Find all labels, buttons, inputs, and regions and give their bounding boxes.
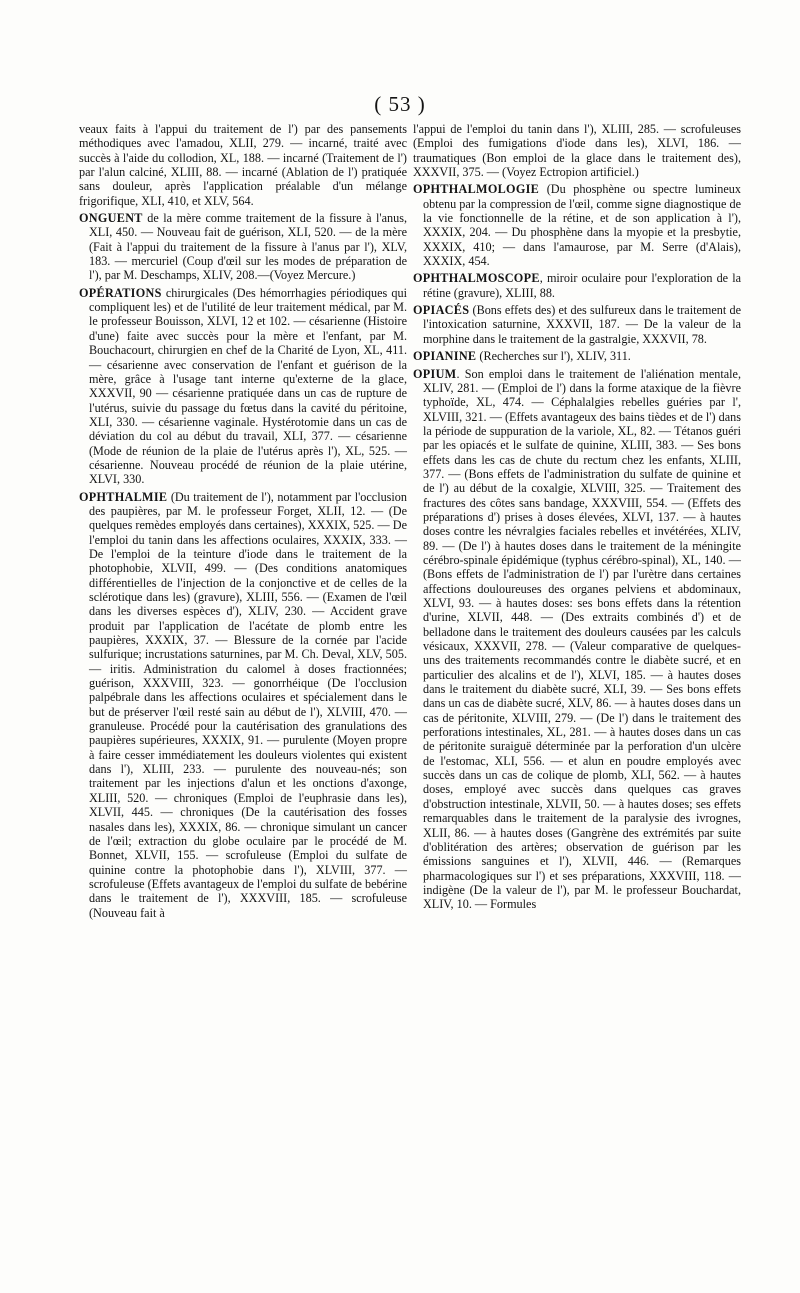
index-entry-ophthalmie — [79, 490, 407, 920]
entry-headword: OPIUM — [413, 366, 457, 381]
entry-text: . Son emploi dans le traitement de l'aliénation mentale, XLIV, 281. — (Emploi de l') dans la forme ataxique de la fièvre typhoïde, XL, 474. — Céphalalgies rebelles guéries par l', XLVIII, 321. — (Effets avantageux des bains tièdes et de l') dans la période de suppuration de la variole, XL, 82. — Tétanos guéri par les opiacés et le sulfate de quinine, XLIII, 383. — Ses bons effets dans les cas de chute du rectum chez les enfants, XLIII, 377. — (Bons effets de l'administration du sulfate de quinine et de l') au début de la coxalgie, XLVIII, 325. — Traitement des fractures des côtes sans bandage, XXXVIII, 554. — (Effets des préparations d') prises à doses élevées, XLVI, 137. — à hautes doses contre les névralgies faciales rebelles et invétérées, XLIV, 89. — (De l') à hautes doses dans le traitement de la méningite cérébro-spinale épidémique (typhus cérébro-spinal), XL, 140. — (Bons effets de l'administration de l') par l'urètre dans certaines affections douloureuses des organes pelviens et abdominaux, XLVI, 93. — à hautes doses: ses bons effets dans la rétention d'urine, XLVII, 448. — (Des extraits combinés d') et de belladone dans le traitement des douleurs causées par les calculs vésicaux, XXXVII, 278. — (Valeur comparative de quelques-uns des traitements recommandés contre le diabète sucré, et en particulier des alcalins et de l'), XLVI, 185. — à hautes doses dans le traitement du diabète sucré, XLI, 39. — Ses bons effets dans un cas de diabète sucré, XLV, 86. — à hautes doses dans un cas de péritonite, XLVIII, 279. — (De l') dans le traitement des perforations intestinales, XL, 281. — à hautes doses dans un cas de péritonite suraiguë déterminée par la perforation d'un ulcère de l'estomac, XLI, 556. — et alun en poudre employés avec succès dans un cas de colique de plomb, XLI, 562. — à hautes doses, employé avec succès dans quelques cas graves d'obstruction intestinale, XLVII, 50. — à hautes doses; ses effets remarquables dans le traitement de la paralysie des ivrognes, XLII, 86. — à hautes doses (Gangrène des extrémités par suite d'oblitération des artères; observation de guérison par les émissions sanguines et l'), XLVII, 446. — (Remarques pharmacologiques sur l') et ses préparations, XXXVIII, 118. — indigène (De la valeur de l'), par M. le professeur Bouchardat, XLIV, 10. — Formules — [423, 366, 741, 912]
index-entry-operations — [79, 286, 407, 487]
index-entry-opiaces — [413, 303, 741, 346]
entry-headword: OPIACÉS — [413, 303, 470, 318]
entry-headword: OPHTHALMOLOGIE — [413, 182, 540, 197]
index-entry-ophthalmoscope — [413, 271, 741, 300]
left-column — [79, 122, 407, 923]
entry-headword: ONGUENT — [79, 211, 143, 226]
index-entry-ophthalmologie — [413, 182, 741, 268]
index-entry-opianine — [413, 349, 741, 363]
entry-text: (Du phosphène ou spectre lumineux obtenu par la compression de l'œil, comme signe diagnostique de la vie fonctionnelle de la rétine, et de son application à l'), XXXIX, 204. — Du phosphène dans la myopie et la presbytie, XXXIX, 410; — dans l'amaurose, par M. Serre (d'Alais), XXXIX, 454. — [423, 182, 741, 269]
entry-text: chirurgicales (Des hémorrhagies périodiques qui compliquent les) et de l'utilité de leur traitement médical, par M. le professeur Bouisson, XLVI, 12 et 102. — césarienne (Histoire d'une) faite avec succès pour la mère et l'enfant, par M. Bouchacourt, chirurgien en chef de la Charité de Lyon, XL, 411. — césarienne avec conservation de l'enfant et guérison de la mère, grâce à l'usage tant interne qu'externe de la glace, XXXVII, 90 — césarienne pratiquée dans un cas de rupture de l'utérus, suivie du passage du fœtus dans la cavité du péritoine, XLI, 330. — césarienne vaginale. Hystérotomie dans un cas de déviation du col au début du travail, XLI, 377. — césarienne (Mode de réunion de la plaie de l'utérus après l'), XL, 525. — césarienne. Nouveau procédé de réunion de la plaie utérine, XLVI, 330. — [89, 285, 407, 487]
entry-text: , miroir oculaire pour l'exploration de la rétine (gravure), XLIII, 88. — [423, 271, 741, 300]
entry-headword: OPHTHALMIE — [79, 489, 168, 504]
entry-text: (Recherches sur l'), XLIV, 311. — [476, 349, 631, 364]
entry-text: de la mère comme traitement de la fissure à l'anus, XLI, 450. — Nouveau fait de guérison, XLI, 520. — de la mère (Fait à l'appui du traitement de la fissure à l'anus par l'), XLV, 183. — mercuriel (Coup d'œil sur les modes de préparation de l'), par M. Deschamps, XLIV, 208.—(Voyez Mercure.) — [89, 211, 407, 283]
entry-headword: OPIANINE — [413, 349, 477, 364]
page-number: ( 53 ) — [374, 92, 426, 116]
entry-headword: OPHTHALMOSCOPE — [413, 271, 540, 286]
entry-headword: OPÉRATIONS — [79, 285, 162, 300]
right-column — [413, 122, 741, 915]
index-entry-onguent — [79, 211, 407, 283]
entry-text: (Bons effets des) et des sulfureux dans le traitement de l'intoxication saturnine, XXXVII, 187. — De la valeur de la morphine dans le traitement de la gastralgie, XXXVII, 78. — [423, 303, 741, 346]
index-entry-continued: l'appui de l'emploi du tanin dans l'), XLIII, 285. — scrofuleuses (Emploi des fumigations d'iode dans les), XLVI, 186. — traumatiques (Bon emploi de la glace dans le traitement des), XXXVII, 375. — (Voyez Ectropion artificiel.) — [413, 122, 741, 180]
entry-text: (Du traitement de l'), notamment par l'occlusion des paupières, par M. le professeur Forget, XLII, 12. — (De quelques remèdes employés dans certaines), XXXIX, 525. — De l'emploi du tanin dans les affections oculaires, XXXIX, 333. — De l'emploi de la teinture d'iode dans le traitement de la photophobie, XLVII, 499. — (Des conditions anatomiques différentielles de l'injection de la conjonctive et de celles de la sclérotique dans les) (gravure), XLIII, 556. — (Examen de l'œil dans les diverses espèces d'), XLIV, 230. — Accident grave produit par l'application de l'acétate de plomb entre les paupières, XXXIX, 37. — Blessure de la cornée par l'acide sulfurique; incrustations saturnines, par M. Ch. Deval, XLV, 505. — iritis. Administration du calomel à doses fractionnées; guérison, XXXVIII, 323. — gonorrhéique (De l'occlusion palpébrale dans les affections oculaires et spécialement dans le but de préserver l'œil resté sain au début de l'), XLVIII, 470. — granuleuse. Procédé pour la cautérisation des granulations des paupières supérieures, XXXIX, 91. — purulente (Moyen propre à faire cesser immédiatement les douleurs violentes qui existent dans l'), XLIII, 233. — purulente des nouveau-nés; son traitement par les injections d'alun et les onctions d'axonge, XLIII, 520. — chroniques (Emploi de l'euphrasie dans les), XLVII, 445. — chroniques (De la cautérisation des fosses nasales dans les), XXXIX, 86. — chronique simulant un cancer de l'œil; extraction du globe oculaire par le procédé de M. Bonnet, XLVII, 155. — scrofuleuse (Emploi du sulfate de quinine contre la photophobie dans l'), XLVIII, 377. — scrofuleuse (Effets avantageux de l'emploi du sulfate de bebérine dans le traitement de l'), XXXVIII, 185. — scrofuleuse (Nouveau fait à — [89, 489, 407, 920]
index-entry-continued: veaux faits à l'appui du traitement de l') par des pansements méthodiques avec l'amadou, XLII, 279. — incarné, traité avec succès à l'aide du collodion, XL, 188. — incarné (Traitement de l') par l'alun calciné, XLIII, 88. — incarné (Ablation de l') pratiquée sans douleur, après l'application préalable d'un mélange frigorifique, XLI, 410, et XLV, 564. — [79, 122, 407, 208]
index-entry-opium — [413, 367, 741, 912]
